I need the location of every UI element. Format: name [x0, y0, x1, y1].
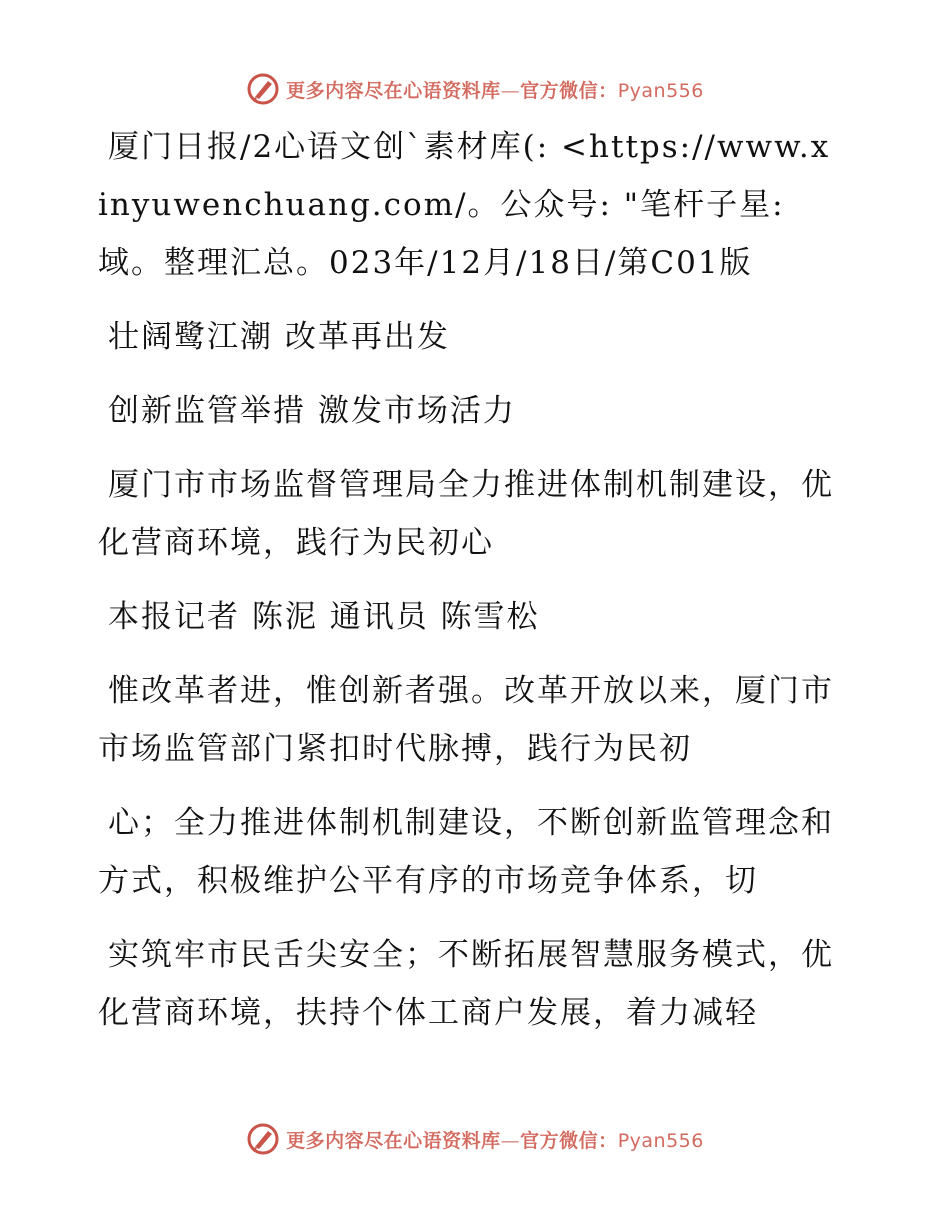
paragraph-subheadline: 创新监管举措 激发市场活力: [108, 393, 516, 429]
watermark-text: [286, 76, 704, 103]
paragraph-headline: 壮阔鹭江潮 改革再出发: [108, 319, 450, 355]
watermark-contact: 官方微信：: [520, 79, 618, 102]
watermark-separator: —: [500, 79, 521, 102]
watermark-handle: Pyan556: [617, 79, 704, 102]
quill-pen-seal-icon: [246, 1122, 280, 1156]
watermark-label: 更多内容尽在心语资料库: [286, 1129, 501, 1152]
paragraph-source-line: 厦门日报/2心语文创`素材库(: <https://www.xinyuwenchuang.com/。公众号: "笔杆子星:域。整理汇总。023年/12月/18日/第C01版: [98, 129, 831, 281]
footer-watermark: [0, 1122, 950, 1156]
quill-pen-seal-icon: [246, 72, 280, 106]
watermark-contact: 官方微信：: [520, 1129, 618, 1152]
article-body: [98, 118, 838, 1058]
paragraph-deck: 厦门市市场监督管理局全力推进体制机制建设，优化营商环境，践行为民初心: [98, 467, 834, 561]
watermark-text: [286, 1126, 704, 1153]
header-watermark: [0, 72, 950, 106]
paragraph-body: 实筑牢市民舌尖安全；不断拓展智慧服务模式，优化营商环境，扶持个体工商户发展，着力减轻: [98, 937, 834, 1031]
paragraph-body: 心；全力推进体制机制建设，不断创新监管理念和方式，积极维护公平有序的市场竞争体系，切: [98, 805, 834, 899]
watermark-label: 更多内容尽在心语资料库: [286, 79, 501, 102]
paragraph-body: 惟改革者进，惟创新者强。改革开放以来，厦门市市场监管部门紧扣时代脉搏，践行为民初: [98, 673, 834, 767]
watermark-handle: Pyan556: [617, 1129, 704, 1152]
watermark-separator: —: [500, 1129, 521, 1152]
paragraph-byline: 本报记者 陈泥 通讯员 陈雪松: [108, 599, 540, 635]
